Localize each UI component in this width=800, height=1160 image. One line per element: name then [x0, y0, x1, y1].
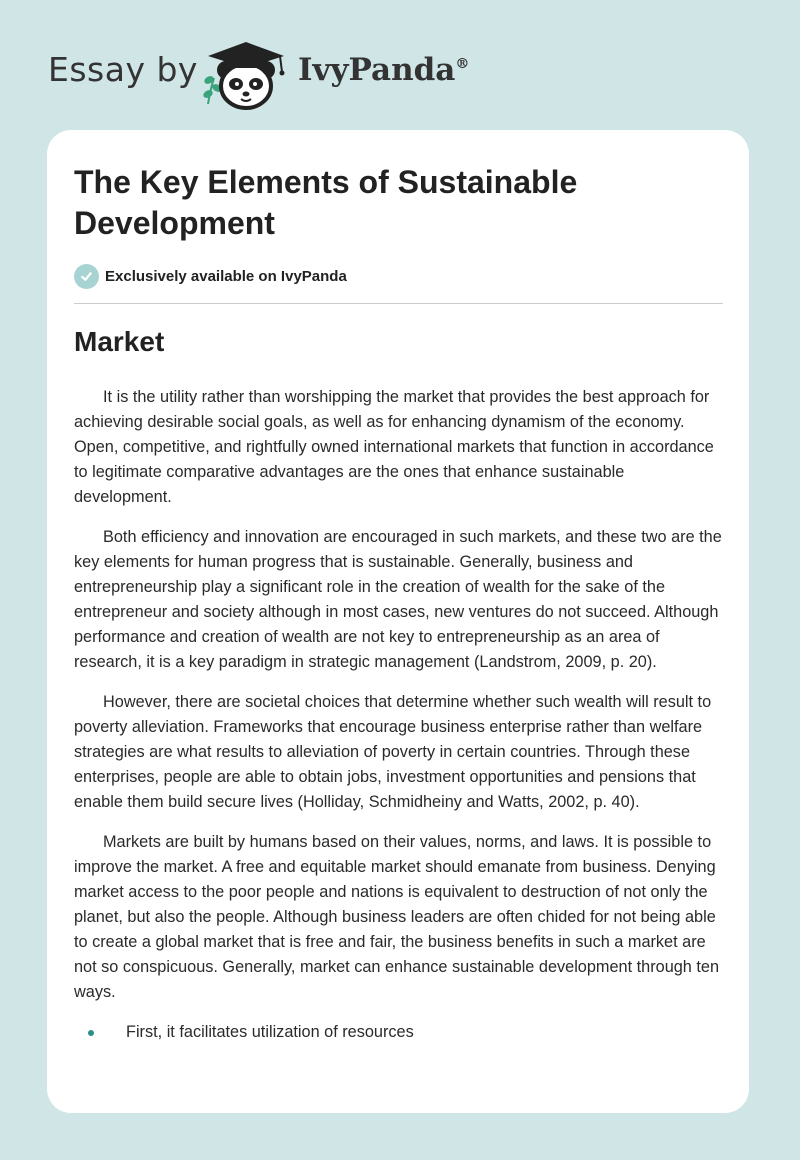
divider	[74, 303, 723, 304]
list-item-text: First, it facilitates utilization of resources	[126, 1023, 414, 1041]
paragraph: It is the utility rather than worshipping the market that provides the best approach for achieving desirable social goals, as well as for enhancing dynamism of the economy. Open, competitive, and rightfully owned international markets that function in accordance to legitimate comparative advantages are the ones that enhance sustainable development.	[74, 388, 714, 506]
essay-by-label: Essay by	[48, 50, 198, 89]
paragraph: However, there are societal choices that determine whether such wealth will result to poverty alleviation. Frameworks that encourage business enterprise rather than welfare strategies are what results to alleviation of poverty in certain countries. Through these enterprises, people are able to obtain jobs, investment opportunities and pensions that enable them build secure lives (Holliday, Schmidheiny and Watts, 2002, p. 40).	[74, 693, 712, 811]
list-item	[74, 1020, 726, 1045]
ivypanda-brand[interactable]: IvyPanda®	[298, 52, 470, 88]
check-icon	[74, 264, 99, 289]
panda-graduate-icon	[196, 34, 296, 114]
site-header	[0, 0, 800, 130]
page-title: The Key Elements of Sustainable Development	[74, 164, 578, 241]
essay-body	[74, 385, 726, 1045]
essay-card	[47, 130, 749, 1113]
bullet-list	[74, 1020, 726, 1045]
badge-text: Exclusively available on IvyPanda	[105, 267, 347, 285]
exclusive-badge	[74, 263, 347, 289]
paragraph: Both efficiency and innovation are encouraged in such markets, and these two are the key elements for human progress that is sustainable. Generally, business and entrepreneurship play a significant role in the creation of wealth for the sake of the entrepreneur and society although in most cases, new ventures do not succeed. Although performance and creation of wealth are not key to entrepreneurship as an area of research, it is a key paradigm in strategic management (Landstrom, 2009, p. 20).	[74, 528, 722, 671]
section-heading: Market	[74, 326, 165, 357]
paragraph: Markets are built by humans based on their values, norms, and laws. It is possible to improve the market. A free and equitable market should emanate from business. Denying market access to the poor people and nations is equivalent to destruction of not only the planet, but also the people. Although business leaders are often chided for not being able to create a global market that is free and fair, the business benefits in such a market are not so conspicuous. Generally, market can enhance sustainable development through ten ways.	[74, 833, 720, 1001]
bullet-dot	[88, 1030, 94, 1036]
